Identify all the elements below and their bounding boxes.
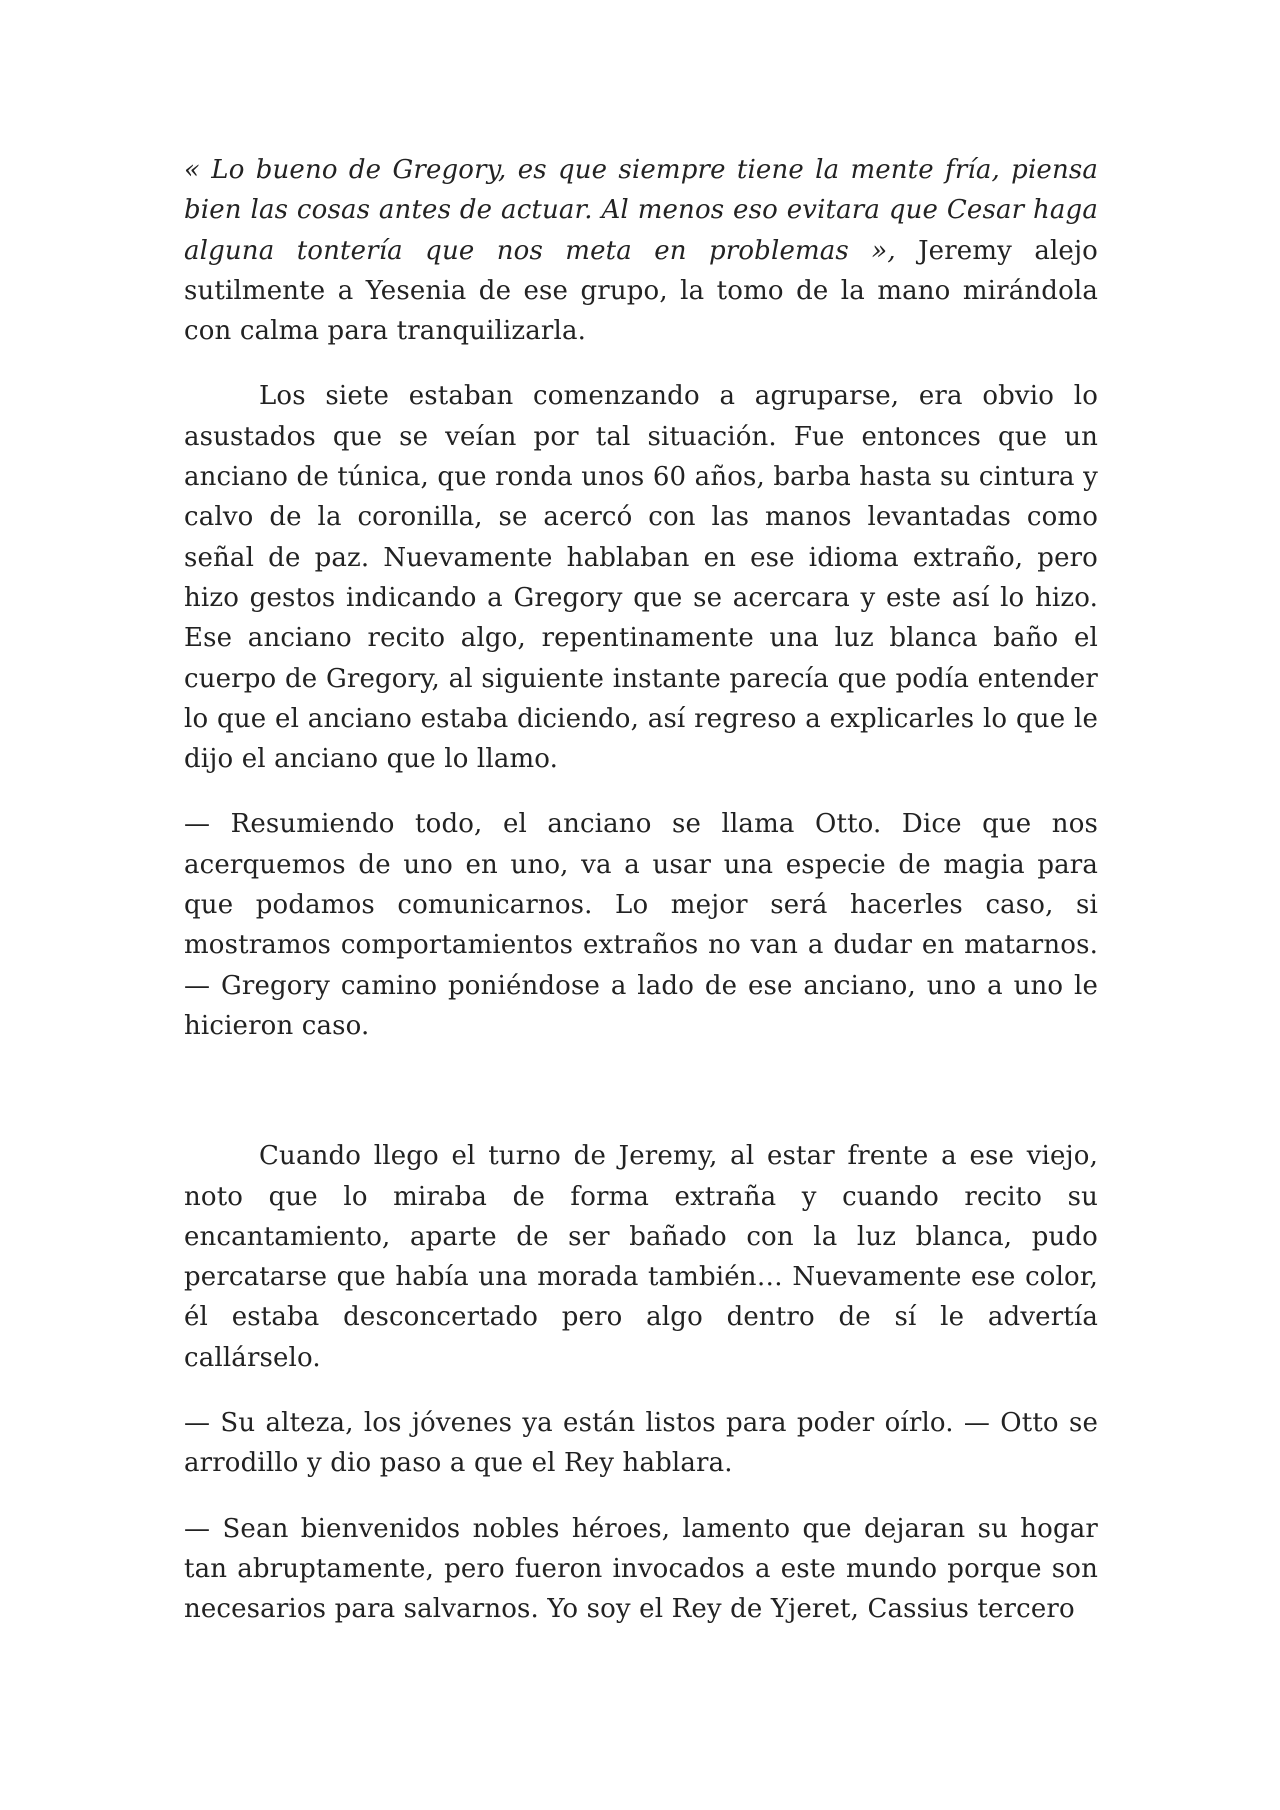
paragraph-narration: Los siete estaban comenzando a agruparse, era obvio lo asustados que se veían por tal situación. Fue entonces que un anciano de túnica, que ronda unos 60 años, barba hasta su cintura y calvo de la coronilla, se acercó con las manos levantadas como señal de paz. Nuevamente hablaban en ese idioma extraño, pero hizo gestos indicando a Gregory que se acercara y este así lo hizo. Ese anciano recito algo, repentinamente una luz blanca baño el cuerpo de Gregory, al siguiente instante parecía que podía entender lo que el anciano estaba diciendo, así regreso a explicarles lo que le dijo el anciano que lo llamo. xyxy=(184,381,1098,775)
document-page xyxy=(184,150,1098,1630)
paragraph-dialogue: — Sean bienvenidos nobles héroes, lamento que dejaran su hogar tan abruptamente, pero fueron invocados a este mundo porque son necesarios para salvarnos. Yo soy el Rey de Yjeret, Cassius tercero xyxy=(184,1513,1098,1625)
italic-thought-text: « Lo bueno de Gregory, es que siempre tiene la mente fría, piensa bien las cosas antes de actuar. Al menos eso evitara que Cesar haga alguna tontería que nos meta en problemas », xyxy=(184,155,1098,266)
paragraph-thought xyxy=(184,150,1098,351)
paragraph-dialogue: — Resumiendo todo, el anciano se llama Otto. Dice que nos acerquemos de uno en uno, va a usar una especie de magia para que podamos comunicarnos. Lo mejor será hacerles caso, si mostramos comportamientos extraños no van a dudar en matarnos. — Gregory camino poniéndose a lado de ese anciano, uno a uno le hicieron caso. xyxy=(184,809,1098,1041)
paragraph-dialogue: — Su alteza, los jóvenes ya están listos para poder oírlo. — Otto se arrodillo y dio paso a que el Rey hablara. xyxy=(184,1408,1098,1479)
paragraph-narration: Cuando llego el turno de Jeremy, al estar frente a ese viejo, noto que lo miraba de forma extraña y cuando recito su encantamiento, aparte de ser bañado con la luz blanca, pudo percatarse que había una morada también… Nuevamente ese color, él estaba desconcertado pero algo dentro de sí le advertía callárselo. xyxy=(184,1141,1098,1373)
paragraph-text: Jeremy alejo sutilmente a Yesenia de ese grupo, la tomo de la mano mirándola con calma para tranquilizarla. xyxy=(184,235,1098,347)
